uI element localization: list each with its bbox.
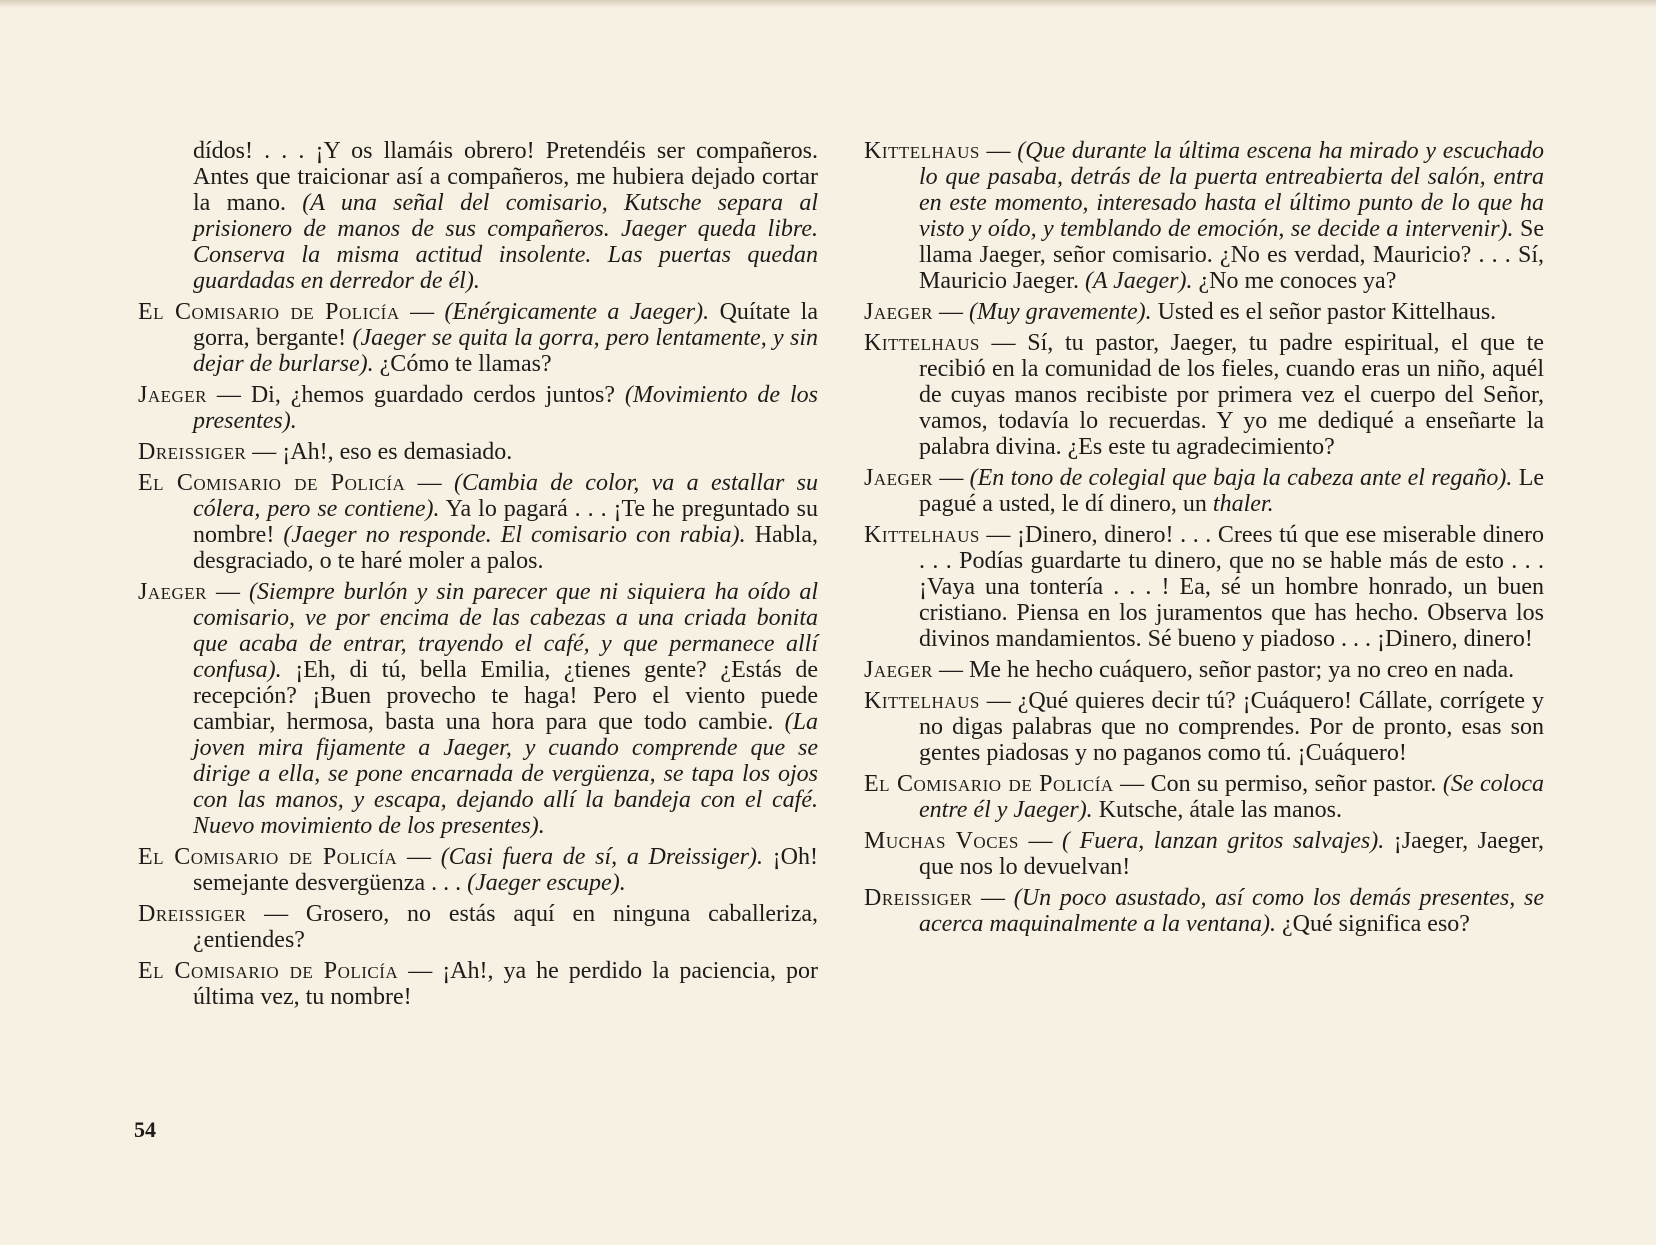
dialogue-text: — xyxy=(933,299,970,325)
dialogue-text: ¿Qué significa eso? xyxy=(1276,911,1470,937)
dialogue-text: Quítate la gorra, bergante! xyxy=(193,299,819,351)
dialogue-text: — xyxy=(933,465,970,491)
stage-direction: ( Fuera, lanzan gritos salvajes). xyxy=(1062,828,1385,854)
dialogue-entry xyxy=(864,522,1544,652)
speaker-name: Jaeger xyxy=(864,465,934,491)
dialogue-entry xyxy=(864,330,1544,460)
dialogue-entry xyxy=(138,382,818,434)
dialogue-text: — xyxy=(399,299,445,325)
speaker-name: Kittelhaus xyxy=(864,330,980,356)
stage-direction: (Cambia de color, va a estallar su cólera, pero se contiene). xyxy=(193,470,818,522)
stage-direction: (Jaeger no responde. El comisario con rabia). xyxy=(283,522,746,548)
speaker-name: Kittelhaus xyxy=(864,522,980,548)
dialogue-entry xyxy=(138,958,818,1010)
dialogue-text: ¿Cómo te llamas? xyxy=(373,351,552,377)
dialogue-text: — Sí, tu pastor, Jaeger, tu padre espiritual, el que te recibió en la comunidad de los fieles, cuando eras un niño, aquél de cuyas manos recibiste por primera vez el cuerpo del Señor, vamos, todavía lo recuerdas. Y yo me dediqué a enseñarte la palabra divina. ¿Es este tu agradecimiento? xyxy=(919,330,1544,460)
dialogue-text: — ¡Ah!, eso es demasiado. xyxy=(246,439,513,465)
page-number: 54 xyxy=(134,1117,156,1142)
stage-direction: (Casi fuera de sí, a Dreissiger). xyxy=(440,844,763,870)
dialogue-entry xyxy=(864,657,1544,683)
dialogue-entry xyxy=(138,579,818,839)
dialogue-text: — ¡Dinero, dinero! . . . Crees tú que ese miserable dinero . . . Podías guardarte tu dinero, que no se hable más de esto . . . ¡Vaya una tontería . . . ! Ea, sé un hombre honrado, un buen cristiano. Piensa en los juramentos que has hecho. Observa los divinos mandamientos. Sé bueno y piadoso . . . ¡Dinero, dinero! xyxy=(919,522,1544,652)
speaker-name: El Comisario de Policía xyxy=(138,958,399,984)
stage-direction: (A una señal del comisario, Kutsche separa al prisionero de manos de sus compañeros. Jaeger queda libre. Conserva la misma actitud insolente. Las puertas quedan guardadas en derredor de él). xyxy=(193,190,819,294)
speaker-name: El Comisario de Policía xyxy=(864,771,1114,797)
speaker-name: Kittelhaus xyxy=(864,138,980,164)
dialogue-entry xyxy=(864,465,1544,517)
dialogue-text: dídos! . . . ¡Y os llamáis obrero! Pretendéis ser compañeros. Antes que traicionar así a compañeros, me hubiera dejado cortar la mano. xyxy=(193,138,818,216)
dialogue-entry xyxy=(138,901,818,953)
stage-direction: (Siempre burlón y sin parecer que ni siquiera ha oído al comisario, ve por encima de las cabezas a una criada bonita que acaba de entrar, trayendo el café, y que permanece allí confusa). xyxy=(193,579,819,683)
dialogue-entry xyxy=(864,828,1544,880)
speaker-name: Jaeger xyxy=(138,382,208,408)
dialogue-entry xyxy=(138,470,818,574)
speaker-name: Muchas Voces xyxy=(864,828,1019,854)
dialogue-text: ¡Eh, di tú, bella Emilia, ¿tienes gente? ¿Estás de recepción? ¡Buen provecho te haga! Pero el viento puede cambiar, hermosa, basta una hora para que todo cambie. xyxy=(193,657,818,735)
stage-direction: (Un poco asustado, así como los demás presentes, se acerca maquinalmente a la ventana). xyxy=(919,885,1544,937)
dialogue-text: Le pagué a usted, le dí dinero, un xyxy=(919,465,1545,517)
dialogue-text: ¿No me conoces ya? xyxy=(1192,268,1397,294)
stage-direction: (La joven mira fijamente a Jaeger, y cuando comprende que se dirige a ella, se pone encarnada de vergüenza, se tapa los ojos con las manos, y escapa, dejando allí la bandeja con el café. Nuevo movimiento de los presentes). xyxy=(193,709,818,839)
dialogue-text: — Me he hecho cuáquero, señor pastor; ya no creo en nada. xyxy=(933,657,1515,683)
dialogue-text: — xyxy=(1018,828,1063,854)
stage-direction: thaler. xyxy=(1212,491,1274,517)
dialogue-text: — xyxy=(397,844,441,870)
speaker-name: Jaeger xyxy=(864,657,934,683)
stage-direction: (Que durante la última escena ha mirado y escuchado lo que pasaba, detrás de la puerta entreabierta del salón, entra en este momento, interesado hasta el último punto de lo que ha visto y oído, y temblando de emoción, se decide a intervenir). xyxy=(919,138,1544,242)
stage-direction: (Enérgicamente a Jaeger). xyxy=(444,299,710,325)
speaker-name: El Comisario de Policía xyxy=(138,299,400,325)
page-top-edge xyxy=(0,0,1656,8)
dialogue-entry xyxy=(138,299,818,377)
dialogue-text: — ¡Ah!, ya he perdido la paciencia, por última vez, tu nombre! xyxy=(193,958,818,1010)
dialogue-entry xyxy=(138,439,818,465)
speaker-name: Jaeger xyxy=(864,299,934,325)
speaker-name: Dreissiger xyxy=(138,901,247,927)
stage-direction: (Movimiento de los presentes). xyxy=(193,382,818,434)
dialogue-text: — Con su permiso, señor pastor. xyxy=(1113,771,1443,797)
dialogue-entry xyxy=(864,688,1544,766)
dialogue-text: — Grosero, no estás aquí en ninguna caballeriza, ¿entiendes? xyxy=(193,901,818,953)
dialogue-text: Kutsche, átale las manos. xyxy=(1092,797,1342,823)
stage-direction: (Muy gravemente). xyxy=(969,299,1152,325)
dialogue-text: — ¿Qué quieres decir tú? ¡Cuáquero! Cállate, corrígete y no digas palabras que no comprendes. Por de pronto, esas son gentes piadosas y no paganos como tú. ¡Cuáquero! xyxy=(919,688,1544,766)
dialogue-entry xyxy=(138,138,818,294)
dialogue-text: Se llama Jaeger, señor comisario. ¿No es verdad, Mauricio? . . . Sí, Mauricio Jaeger. xyxy=(919,216,1545,294)
stage-direction: (Jaeger escupe). xyxy=(467,870,626,896)
speaker-name: El Comisario de Policía xyxy=(138,844,398,870)
dialogue-entry xyxy=(864,138,1544,294)
dialogue-text: — xyxy=(979,138,1018,164)
dialogue-text: — Di, ¿hemos guardado cerdos juntos? xyxy=(207,382,625,408)
dialogue-text: — xyxy=(207,579,249,605)
dialogue-text: ¡Jaeger, Jaeger, que nos lo devuelvan! xyxy=(919,828,1545,880)
dialogue-text: Usted es el señor pastor Kittelhaus. xyxy=(1151,299,1497,325)
dialogue-text: Habla, desgraciado, o te haré moler a palos. xyxy=(193,522,818,574)
speaker-name: El Comisario de Policía xyxy=(138,470,406,496)
dialogue-entry xyxy=(864,299,1544,325)
left-text-column xyxy=(138,138,818,1015)
stage-direction: (A Jaeger). xyxy=(1084,268,1193,294)
dialogue-entry xyxy=(864,885,1544,937)
dialogue-text: — xyxy=(405,470,454,496)
speaker-name: Kittelhaus xyxy=(864,688,980,714)
speaker-name: Dreissiger xyxy=(864,885,973,911)
right-text-column xyxy=(864,138,1544,942)
stage-direction: (En tono de colegial que baja la cabeza ante el regaño). xyxy=(969,465,1513,491)
dialogue-entry xyxy=(864,771,1544,823)
dialogue-text: Ya lo pagará . . . ¡Te he preguntado su nombre! xyxy=(193,496,818,548)
dialogue-text: — xyxy=(972,885,1014,911)
dialogue-text: ¡Oh! semejante desvergüenza . . . xyxy=(193,844,818,896)
speaker-name: Jaeger xyxy=(138,579,208,605)
stage-direction: (Se coloca entre él y Jaeger). xyxy=(919,771,1544,823)
dialogue-entry xyxy=(138,844,818,896)
speaker-name: Dreissiger xyxy=(138,439,247,465)
stage-direction: (Jaeger se quita la gorra, pero lentamente, y sin dejar de burlarse). xyxy=(193,325,818,377)
